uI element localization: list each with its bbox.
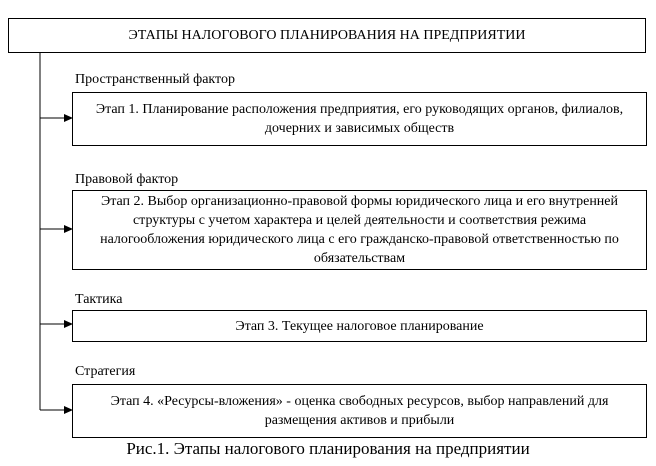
diagram-title: ЭТАПЫ НАЛОГОВОГО ПЛАНИРОВАНИЯ НА ПРЕДПРИЯТИИ bbox=[128, 28, 526, 43]
factor-label-3: Тактика bbox=[75, 292, 123, 307]
figure-caption: Рис.1. Этапы налогового планирования на предприятии bbox=[126, 439, 530, 458]
factor-label-2: Правовой фактор bbox=[75, 172, 179, 187]
stage-2-text: Этап 2. Выбор организационно-правовой формы юридического лица и его внутренней структуры с учетом характера и целей деятельности и соответствия режима налогообложения юридического лица с его гражданско-правовой ответственностью по обязательствам bbox=[100, 194, 619, 266]
factor-label-4: Стратегия bbox=[75, 364, 136, 379]
stage-2-box bbox=[72, 190, 647, 270]
stage-4-text: Этап 4. «Ресурсы-вложения» - оценка свободных ресурсов, выбор направлений для размещения активов и прибыли bbox=[110, 394, 609, 428]
stage-4-box bbox=[72, 384, 647, 438]
factor-label-1: Пространственный фактор bbox=[75, 72, 235, 87]
stage-3-text: Этап 3. Текущее налоговое планирование bbox=[235, 318, 484, 334]
stage-1-text: Этап 1. Планирование расположения предприятия, его руководящих органов, филиалов, дочерних и зависимых обществ bbox=[95, 102, 624, 136]
stage-3-box bbox=[72, 310, 647, 342]
stage-1-box bbox=[72, 92, 647, 146]
diagram-title-box bbox=[8, 18, 646, 53]
